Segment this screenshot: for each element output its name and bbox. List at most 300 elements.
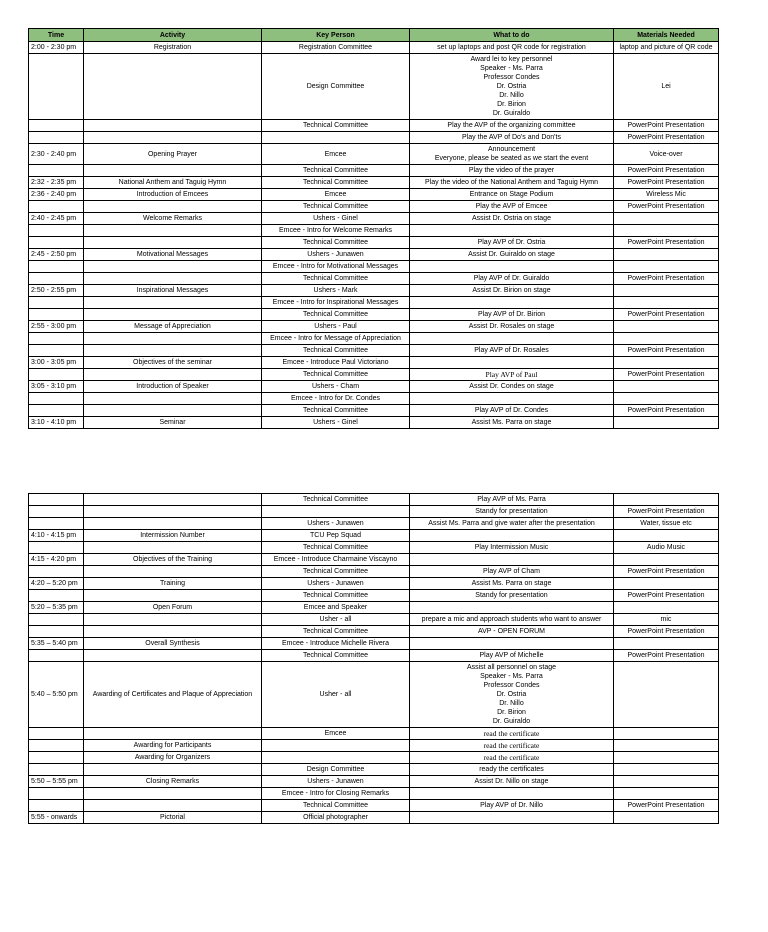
materials-cell: PowerPoint Presentation xyxy=(614,405,719,417)
activity-cell: Awarding of Certificates and Plaque of Appreciation xyxy=(84,662,262,728)
key-person-cell: Technical Committee xyxy=(262,120,410,132)
materials-cell xyxy=(614,728,719,740)
key-person-cell: Ushers - Cham xyxy=(262,381,410,393)
materials-cell xyxy=(614,417,719,429)
activity-cell: Welcome Remarks xyxy=(84,213,262,225)
table-row xyxy=(29,144,719,165)
materials-cell xyxy=(614,393,719,405)
materials-cell: Audio Music xyxy=(614,542,719,554)
table-row xyxy=(29,494,719,506)
key-person-cell: Technical Committee xyxy=(262,800,410,812)
materials-cell xyxy=(614,752,719,764)
table-row xyxy=(29,309,719,321)
key-person-cell: Ushers - Paul xyxy=(262,321,410,333)
key-person-cell: Technical Committee xyxy=(262,345,410,357)
activity-cell xyxy=(84,405,262,417)
what-to-do-cell: Play the AVP of the organizing committee xyxy=(410,120,614,132)
key-person-cell: Design Committee xyxy=(262,764,410,776)
what-to-do-cell: Play the video of the prayer xyxy=(410,165,614,177)
activity-cell: Introduction of Emcees xyxy=(84,189,262,201)
what-to-do-cell: Play AVP of Dr. Nillo xyxy=(410,800,614,812)
table-row xyxy=(29,506,719,518)
key-person-cell: Emcee - Intro for Dr. Condes xyxy=(262,393,410,405)
key-person-cell: Technical Committee xyxy=(262,309,410,321)
time-cell: 5:55 - onwards xyxy=(29,812,84,824)
time-cell xyxy=(29,261,84,273)
key-person-cell: Emcee - Introduce Charmaine Viscayno xyxy=(262,554,410,566)
materials-cell xyxy=(614,578,719,590)
key-person-cell: Emcee xyxy=(262,189,410,201)
materials-cell xyxy=(614,249,719,261)
key-person-cell: Technical Committee xyxy=(262,650,410,662)
activity-cell xyxy=(84,590,262,602)
key-person-cell: Technical Committee xyxy=(262,566,410,578)
time-cell: 2:30 - 2:40 pm xyxy=(29,144,84,165)
time-cell xyxy=(29,752,84,764)
what-to-do-cell: Entrance on Stage Podium xyxy=(410,189,614,201)
time-cell: 2:45 - 2:50 pm xyxy=(29,249,84,261)
time-cell xyxy=(29,201,84,213)
time-cell xyxy=(29,225,84,237)
activity-cell xyxy=(84,345,262,357)
what-to-do-cell: Play Intermission Music xyxy=(410,542,614,554)
activity-cell: Closing Remarks xyxy=(84,776,262,788)
activity-cell: Objectives of the Training xyxy=(84,554,262,566)
time-cell: 3:10 - 4:10 pm xyxy=(29,417,84,429)
materials-cell xyxy=(614,261,719,273)
table-row xyxy=(29,237,719,249)
materials-cell xyxy=(614,764,719,776)
key-person-cell: Ushers - Ginel xyxy=(262,417,410,429)
time-cell: 5:50 – 5:55 pm xyxy=(29,776,84,788)
materials-cell: PowerPoint Presentation xyxy=(614,566,719,578)
table-row xyxy=(29,590,719,602)
key-person-cell: Technical Committee xyxy=(262,273,410,285)
materials-cell: Voice-over xyxy=(614,144,719,165)
materials-cell: PowerPoint Presentation xyxy=(614,237,719,249)
table-row xyxy=(29,201,719,213)
time-cell xyxy=(29,273,84,285)
what-to-do-cell xyxy=(410,554,614,566)
key-person-cell: Emcee - Intro for Motivational Messages xyxy=(262,261,410,273)
time-cell xyxy=(29,54,84,120)
table-row xyxy=(29,602,719,614)
materials-cell: PowerPoint Presentation xyxy=(614,132,719,144)
header-what-to-do: What to do xyxy=(410,29,614,42)
what-to-do-cell: Assist all personnel on stage Speaker - Ms. Parra Professor Condes Dr. Ostria Dr. Nillo Dr. Birion Dr. Guiraldo xyxy=(410,662,614,728)
table-row xyxy=(29,369,719,381)
key-person-cell: Technical Committee xyxy=(262,405,410,417)
materials-cell: PowerPoint Presentation xyxy=(614,201,719,213)
key-person-cell: Technical Committee xyxy=(262,590,410,602)
key-person-cell: Technical Committee xyxy=(262,165,410,177)
materials-cell xyxy=(614,494,719,506)
activity-cell xyxy=(84,333,262,345)
what-to-do-cell xyxy=(410,225,614,237)
materials-cell: PowerPoint Presentation xyxy=(614,309,719,321)
time-cell xyxy=(29,788,84,800)
materials-cell: laptop and picture of QR code xyxy=(614,42,719,54)
time-cell xyxy=(29,800,84,812)
time-cell: 2:36 - 2:40 pm xyxy=(29,189,84,201)
activity-cell: Overall Synthesis xyxy=(84,638,262,650)
table-row xyxy=(29,225,719,237)
key-person-cell: Emcee - Introduce Michelle Rivera xyxy=(262,638,410,650)
what-to-do-cell xyxy=(410,638,614,650)
what-to-do-cell: Announcement Everyone, please be seated as we start the event xyxy=(410,144,614,165)
materials-cell: PowerPoint Presentation xyxy=(614,590,719,602)
key-person-cell: Emcee and Speaker xyxy=(262,602,410,614)
time-cell xyxy=(29,309,84,321)
time-cell: 5:35 – 5:40 pm xyxy=(29,638,84,650)
activity-cell xyxy=(84,542,262,554)
materials-cell: PowerPoint Presentation xyxy=(614,273,719,285)
activity-cell xyxy=(84,297,262,309)
what-to-do-cell: Award lei to key personnel Speaker - Ms. Parra Professor Condes Dr. Ostria Dr. Nillo Dr. Birion Dr. Guiraldo xyxy=(410,54,614,120)
materials-cell xyxy=(614,321,719,333)
time-cell xyxy=(29,132,84,144)
table-row xyxy=(29,42,719,54)
table-row xyxy=(29,728,719,740)
table-row xyxy=(29,764,719,776)
materials-cell xyxy=(614,740,719,752)
key-person-cell: Ushers - Junawen xyxy=(262,776,410,788)
time-cell xyxy=(29,333,84,345)
table-row xyxy=(29,752,719,764)
table-row xyxy=(29,54,719,120)
what-to-do-cell: read the certificate xyxy=(410,728,614,740)
key-person-cell: Usher - all xyxy=(262,614,410,626)
materials-cell xyxy=(614,554,719,566)
key-person-cell: Registration Committee xyxy=(262,42,410,54)
table-row xyxy=(29,285,719,297)
what-to-do-cell xyxy=(410,812,614,824)
activity-cell xyxy=(84,393,262,405)
what-to-do-cell xyxy=(410,788,614,800)
activity-cell xyxy=(84,566,262,578)
what-to-do-cell: Assist Dr. Rosales on stage xyxy=(410,321,614,333)
activity-cell: Motivational Messages xyxy=(84,249,262,261)
table-row xyxy=(29,381,719,393)
table-row xyxy=(29,417,719,429)
what-to-do-cell xyxy=(410,530,614,542)
what-to-do-cell: Play the video of the National Anthem and Taguig Hymn xyxy=(410,177,614,189)
activity-cell: Seminar xyxy=(84,417,262,429)
activity-cell xyxy=(84,788,262,800)
table-row xyxy=(29,554,719,566)
table-row xyxy=(29,297,719,309)
key-person-cell: Emcee - Intro for Message of Appreciation xyxy=(262,333,410,345)
what-to-do-cell: Play AVP of Dr. Ostria xyxy=(410,237,614,249)
what-to-do-cell: Play AVP of Cham xyxy=(410,566,614,578)
key-person-cell: Technical Committee xyxy=(262,201,410,213)
what-to-do-cell: Assist Ms. Parra on stage xyxy=(410,578,614,590)
time-cell xyxy=(29,614,84,626)
header-time: Time xyxy=(29,29,84,42)
key-person-cell: Emcee - Intro for Inspirational Messages xyxy=(262,297,410,309)
activity-cell xyxy=(84,800,262,812)
materials-cell: PowerPoint Presentation xyxy=(614,177,719,189)
key-person-cell: Official photographer xyxy=(262,812,410,824)
activity-cell: Opening Prayer xyxy=(84,144,262,165)
time-cell xyxy=(29,542,84,554)
what-to-do-cell: Standy for presentation xyxy=(410,506,614,518)
key-person-cell: Ushers - Mark xyxy=(262,285,410,297)
materials-cell: mic xyxy=(614,614,719,626)
materials-cell: PowerPoint Presentation xyxy=(614,506,719,518)
time-cell xyxy=(29,626,84,638)
time-cell: 4:10 - 4:15 pm xyxy=(29,530,84,542)
what-to-do-cell: Play the AVP of Do's and Don'ts xyxy=(410,132,614,144)
activity-cell: Inspirational Messages xyxy=(84,285,262,297)
key-person-cell xyxy=(262,752,410,764)
materials-cell: PowerPoint Presentation xyxy=(614,650,719,662)
activity-cell xyxy=(84,518,262,530)
table-row xyxy=(29,405,719,417)
time-cell xyxy=(29,345,84,357)
key-person-cell: Technical Committee xyxy=(262,369,410,381)
activity-cell: Registration xyxy=(84,42,262,54)
time-cell xyxy=(29,369,84,381)
time-cell: 2:40 - 2:45 pm xyxy=(29,213,84,225)
time-cell xyxy=(29,237,84,249)
what-to-do-cell: AVP - OPEN FORUM xyxy=(410,626,614,638)
table-row xyxy=(29,662,719,728)
materials-cell xyxy=(614,333,719,345)
activity-cell: National Anthem and Taguig Hymn xyxy=(84,177,262,189)
table-row xyxy=(29,273,719,285)
table-row xyxy=(29,812,719,824)
time-cell: 4:20 – 5:20 pm xyxy=(29,578,84,590)
activity-cell xyxy=(84,273,262,285)
what-to-do-cell xyxy=(410,393,614,405)
key-person-cell: Ushers - Ginel xyxy=(262,213,410,225)
activity-cell: Awarding for Participants xyxy=(84,740,262,752)
activity-cell: Training xyxy=(84,578,262,590)
key-person-cell xyxy=(262,506,410,518)
what-to-do-cell: Play AVP of Dr. Rosales xyxy=(410,345,614,357)
key-person-cell: Emcee xyxy=(262,728,410,740)
time-cell xyxy=(29,165,84,177)
activity-cell xyxy=(84,225,262,237)
time-cell xyxy=(29,764,84,776)
what-to-do-cell: Assist Dr. Guiraldo on stage xyxy=(410,249,614,261)
materials-cell: PowerPoint Presentation xyxy=(614,800,719,812)
key-person-cell: Ushers - Junawen xyxy=(262,249,410,261)
header-activity: Activity xyxy=(84,29,262,42)
activity-cell xyxy=(84,614,262,626)
activity-cell xyxy=(84,650,262,662)
key-person-cell: Technical Committee xyxy=(262,177,410,189)
table-row xyxy=(29,213,719,225)
what-to-do-cell: set up laptops and post QR code for registration xyxy=(410,42,614,54)
activity-cell xyxy=(84,369,262,381)
time-cell xyxy=(29,740,84,752)
table-row xyxy=(29,800,719,812)
time-cell: 2:50 - 2:55 pm xyxy=(29,285,84,297)
materials-cell xyxy=(614,812,719,824)
schedule-table-part-1 xyxy=(28,28,719,429)
what-to-do-cell xyxy=(410,261,614,273)
what-to-do-cell xyxy=(410,602,614,614)
table-row xyxy=(29,177,719,189)
key-person-cell: TCU Pep Squad xyxy=(262,530,410,542)
what-to-do-cell: Assist Dr. Ostria on stage xyxy=(410,213,614,225)
activity-cell xyxy=(84,494,262,506)
activity-cell: Pictorial xyxy=(84,812,262,824)
table-row xyxy=(29,566,719,578)
time-cell xyxy=(29,518,84,530)
what-to-do-cell: Play AVP of Dr. Condes xyxy=(410,405,614,417)
materials-cell xyxy=(614,213,719,225)
table-row xyxy=(29,614,719,626)
materials-cell: PowerPoint Presentation xyxy=(614,165,719,177)
materials-cell: Wireless Mic xyxy=(614,189,719,201)
materials-cell xyxy=(614,357,719,369)
activity-cell xyxy=(84,120,262,132)
what-to-do-cell: read the certificate xyxy=(410,752,614,764)
table-row xyxy=(29,261,719,273)
materials-cell xyxy=(614,788,719,800)
key-person-cell: Emcee - Intro for Closing Remarks xyxy=(262,788,410,800)
activity-cell xyxy=(84,764,262,776)
header-materials-needed: Materials Needed xyxy=(614,29,719,42)
time-cell xyxy=(29,405,84,417)
materials-cell xyxy=(614,602,719,614)
table-row xyxy=(29,626,719,638)
key-person-cell: Technical Committee xyxy=(262,626,410,638)
materials-cell xyxy=(614,225,719,237)
key-person-cell: Emcee xyxy=(262,144,410,165)
activity-cell xyxy=(84,132,262,144)
what-to-do-cell: Play AVP of Paul xyxy=(410,369,614,381)
materials-cell xyxy=(614,297,719,309)
table-row xyxy=(29,788,719,800)
what-to-do-cell: Play AVP of Ms. Parra xyxy=(410,494,614,506)
key-person-cell: Ushers - Junawen xyxy=(262,578,410,590)
what-to-do-cell: Assist Ms. Parra and give water after the presentation xyxy=(410,518,614,530)
table-row xyxy=(29,345,719,357)
materials-cell: PowerPoint Presentation xyxy=(614,626,719,638)
what-to-do-cell: Play the AVP of Emcee xyxy=(410,201,614,213)
table-row xyxy=(29,249,719,261)
what-to-do-cell: ready the certificates xyxy=(410,764,614,776)
time-cell: 2:00 - 2:30 pm xyxy=(29,42,84,54)
activity-cell: Intermission Number xyxy=(84,530,262,542)
what-to-do-cell: Play AVP of Michelle xyxy=(410,650,614,662)
time-cell xyxy=(29,590,84,602)
time-cell xyxy=(29,566,84,578)
key-person-cell xyxy=(262,740,410,752)
table-row xyxy=(29,393,719,405)
key-person-cell: Usher - all xyxy=(262,662,410,728)
time-cell: 4:15 - 4:20 pm xyxy=(29,554,84,566)
schedule-table-part-2 xyxy=(28,493,719,824)
key-person-cell: Technical Committee xyxy=(262,542,410,554)
key-person-cell: Ushers - Junawen xyxy=(262,518,410,530)
what-to-do-cell xyxy=(410,297,614,309)
what-to-do-cell: Play AVP of Dr. Birion xyxy=(410,309,614,321)
materials-cell xyxy=(614,285,719,297)
key-person-cell: Design Committee xyxy=(262,54,410,120)
key-person-cell xyxy=(262,132,410,144)
time-cell: 5:40 – 5:50 pm xyxy=(29,662,84,728)
activity-cell xyxy=(84,728,262,740)
what-to-do-cell: Assist Ms. Parra on stage xyxy=(410,417,614,429)
time-cell xyxy=(29,393,84,405)
materials-cell: PowerPoint Presentation xyxy=(614,120,719,132)
what-to-do-cell: Assist Dr. Condes on stage xyxy=(410,381,614,393)
time-cell: 3:05 - 3:10 pm xyxy=(29,381,84,393)
activity-cell: Message of Appreciation xyxy=(84,321,262,333)
time-cell: 3:00 - 3:05 pm xyxy=(29,357,84,369)
activity-cell xyxy=(84,54,262,120)
key-person-cell: Technical Committee xyxy=(262,494,410,506)
time-cell xyxy=(29,120,84,132)
time-cell xyxy=(29,506,84,518)
time-cell xyxy=(29,494,84,506)
what-to-do-cell: prepare a mic and approach students who want to answer xyxy=(410,614,614,626)
table-row xyxy=(29,120,719,132)
activity-cell xyxy=(84,261,262,273)
what-to-do-cell: Play AVP of Dr. Guiraldo xyxy=(410,273,614,285)
time-cell: 5:20 – 5:35 pm xyxy=(29,602,84,614)
table-row xyxy=(29,321,719,333)
activity-cell: Awarding for Organizers xyxy=(84,752,262,764)
what-to-do-cell xyxy=(410,333,614,345)
materials-cell: PowerPoint Presentation xyxy=(614,345,719,357)
table-row xyxy=(29,650,719,662)
table-row xyxy=(29,333,719,345)
activity-cell: Open Forum xyxy=(84,602,262,614)
table-row xyxy=(29,740,719,752)
time-cell xyxy=(29,650,84,662)
time-cell: 2:55 - 3:00 pm xyxy=(29,321,84,333)
materials-cell xyxy=(614,776,719,788)
materials-cell: Water, tissue etc xyxy=(614,518,719,530)
activity-cell xyxy=(84,237,262,249)
materials-cell: Lei xyxy=(614,54,719,120)
activity-cell xyxy=(84,201,262,213)
activity-cell xyxy=(84,506,262,518)
materials-cell xyxy=(614,381,719,393)
materials-cell xyxy=(614,530,719,542)
activity-cell: Introduction of Speaker xyxy=(84,381,262,393)
table-row xyxy=(29,132,719,144)
activity-cell xyxy=(84,165,262,177)
table-row xyxy=(29,776,719,788)
activity-cell xyxy=(84,309,262,321)
time-cell xyxy=(29,297,84,309)
table-row xyxy=(29,518,719,530)
what-to-do-cell xyxy=(410,357,614,369)
table-row xyxy=(29,578,719,590)
key-person-cell: Technical Committee xyxy=(262,237,410,249)
table-row xyxy=(29,357,719,369)
header-row xyxy=(29,29,719,42)
activity-cell: Objectives of the seminar xyxy=(84,357,262,369)
time-cell: 2:32 - 2:35 pm xyxy=(29,177,84,189)
activity-cell xyxy=(84,626,262,638)
what-to-do-cell: Standy for presentation xyxy=(410,590,614,602)
key-person-cell: Emcee - Intro for Welcome Remarks xyxy=(262,225,410,237)
table-row xyxy=(29,530,719,542)
time-cell xyxy=(29,728,84,740)
table-row xyxy=(29,638,719,650)
materials-cell xyxy=(614,662,719,728)
materials-cell xyxy=(614,638,719,650)
table-row xyxy=(29,165,719,177)
